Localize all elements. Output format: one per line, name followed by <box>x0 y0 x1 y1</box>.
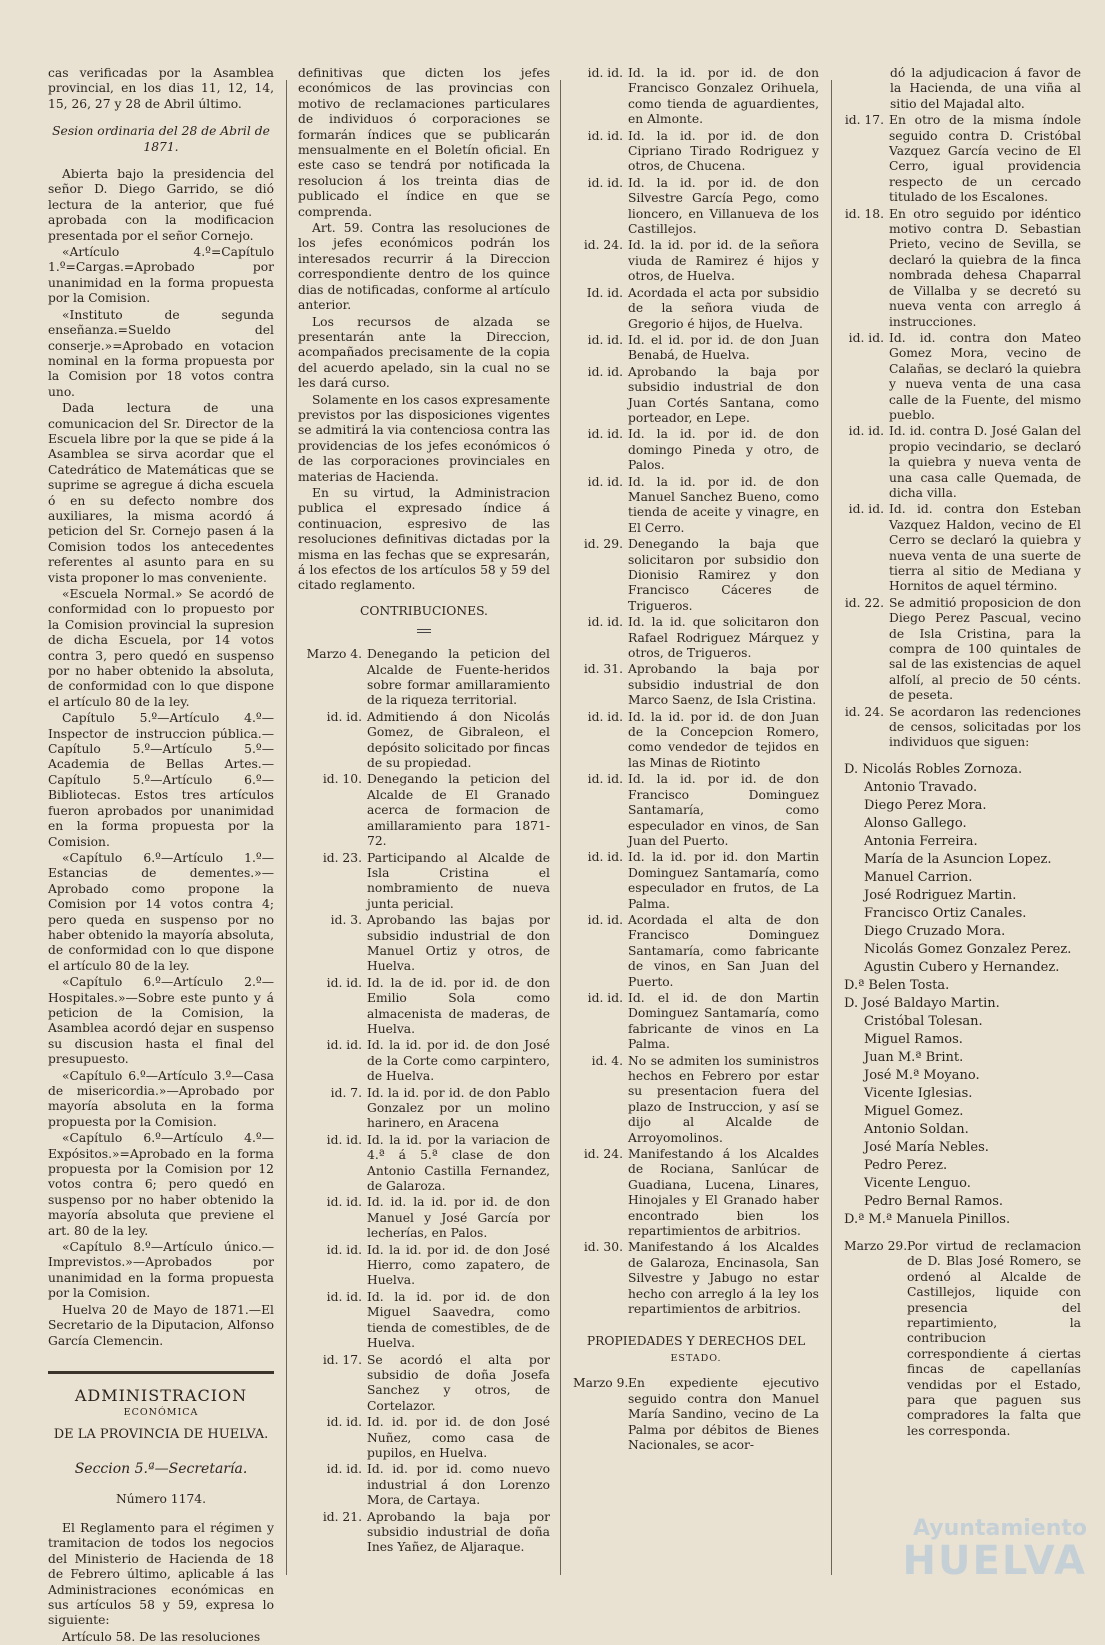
entry-text: Id. la id. por id. de don domingo Pineda y otro, de Palos. <box>628 427 819 473</box>
archive-watermark <box>817 1516 1087 1586</box>
paragraph: definitivas que dicten los jefes económicos de las provincias con motivo de reclamaciones particulares de individuos ó corporaciones se formarán índices que se publicarán mensualmente en el Boletín oficial. En este caso se tendrá por notificada la resolucion á los treinta dias de publicado el índice en que se comprenda. <box>298 66 550 219</box>
signature-paragraph: Huelva 20 de Mayo de 1871.—El Secretario de la Diputacion, Alfonso García Clemencin. <box>48 1302 274 1348</box>
contribuciones-list-continued <box>573 66 819 1318</box>
entry-date: id. 17. <box>322 1352 362 1367</box>
section-divider <box>48 1371 274 1374</box>
name-item: D. José Baldayo Martin. <box>844 995 1000 1011</box>
entry-date: id. id. <box>587 850 623 865</box>
entry-date: id. id. <box>587 474 623 489</box>
entry-date: id. 29. <box>583 537 623 552</box>
column-2 <box>298 66 550 1586</box>
entry-date: id. id. <box>848 330 884 345</box>
entry-date: id. 30. <box>583 1240 623 1255</box>
list-item <box>573 913 819 990</box>
entry-date: Id. id. <box>586 285 623 300</box>
entry-date: id. id. <box>587 364 623 379</box>
entry-text: En otro seguido por idéntico motivo contra D. Sebastian Prieto, vecino de Sevilla, se declaró la quiebra de la finca nombrada dehesa Chaparral de Villalba y se decretó su nueva venta con arreglo á instrucciones. <box>889 206 1081 329</box>
name-item: María de la Asuncion Lopez. <box>864 851 1052 867</box>
entry-date: id. id. <box>326 1462 362 1477</box>
propiedades-title: PROPIEDADES Y DERECHOS DEL <box>586 1333 806 1348</box>
entry-text: Id. la id. por id. de don José de la Corte como carpintero, de Huelva. <box>367 1038 550 1084</box>
list-item <box>844 424 1081 501</box>
entry-text: En expediente ejecutivo seguido contra don Manuel María Sandino, vecino de La Palma por débitos de Bienes Nacionales, se acor- <box>628 1376 819 1452</box>
list-item <box>573 475 819 537</box>
name-item: José María Nebles. <box>864 1139 989 1155</box>
list-item <box>298 913 550 975</box>
entry-text: Aprobando la baja por subsidio industrial de don Marco Saenz, de Isla Cristina. <box>628 662 819 708</box>
entry-text: Id. la de id. por id. de don Emilio Sola como almacenista de maderas, de Huelva. <box>367 975 550 1036</box>
entry-text: Id. la id. por id. de don Juan de la Concepcion Romero, como vendedor de tejidos en las Minas de Riotinto <box>628 709 819 770</box>
entry-text: Aprobando las bajas por subsidio industrial de don Manuel Ortiz y otros, de Huelva. <box>367 913 550 974</box>
entry-text: Id. el id. por id. de don Juan Benabá, de Huelva. <box>628 332 819 363</box>
list-item <box>573 850 819 912</box>
entry-date: id. id. <box>587 66 623 80</box>
paragraph: cas verificadas por la Asamblea provincial, en los dias 11, 12, 14, 15, 26, 27 y 28 de Abril último. <box>48 66 274 111</box>
entry-date: id. id. <box>587 615 623 630</box>
list-item <box>573 333 819 364</box>
entry-date: id. 24. <box>583 238 623 253</box>
propiedades-subtitle: ESTADO. <box>670 1352 722 1364</box>
entry-date: id. id. <box>587 990 623 1005</box>
list-item <box>298 1353 550 1415</box>
name-item: Diego Perez Mora. <box>864 797 987 813</box>
list-item <box>298 647 550 709</box>
name-item: Manuel Carrion. <box>864 869 973 885</box>
list-item <box>844 1239 1081 1439</box>
contribuciones-heading: CONTRIBUCIONES. <box>360 603 488 618</box>
entry-date: id. id. <box>587 912 623 927</box>
entry-text: Id. la id. que solicitaron don Rafael Rodriguez Márquez y otros, de Trigueros. <box>628 615 819 661</box>
entry-text: Denegando la baja que solicitaron por subsidio don Dionisio Ramirez y don Francisco Cáceres de Trigueros. <box>628 537 819 613</box>
entry-date: id. id. <box>326 1289 362 1304</box>
paragraph: «Escuela Normal.» Se acordó de conformidad con lo propuesto por la Comision provincial la supresion de dicha Escuela, por 14 votos contra 3, pero quedó en suspenso por no haber obtenido la absoluta, de conformidad con lo que dispone el artículo 80 de la ley. <box>48 587 274 709</box>
entry-date: id. 17. <box>844 113 884 128</box>
entry-text: Id. la id. por la variacion de 4.ª á 5.ª clase de don Antonio Castilla Fernandez, de Galaroza. <box>367 1132 550 1194</box>
entry-date: id. id. <box>587 332 623 347</box>
paragraph: Solamente en los casos expresamente previstos por las disposiciones vigentes se admitirá la via contenciosa contra las providencias de los jefes económicos ó de las corporaciones provinciales en materias de Hacienda. <box>298 392 550 484</box>
entry-text: Manifestando á los Alcaldes de Rociana, Sanlúcar de Guadiana, Lucena, Linares, Hinojales y El Granado haber encontrado bien los repartimientos de arbitrios. <box>628 1147 819 1239</box>
entry-text: Aprobando la baja por subsidio industrial de doña Ines Yañez, de Aljaraque. <box>367 1509 550 1555</box>
paragraph: Abierta bajo la presidencia del señor D. Diego Garrido, se dió lectura de la anterior, que fué aprobada con la modificacion presentada por el señor Cornejo. <box>48 167 274 243</box>
list-item <box>298 1038 550 1084</box>
entry-date: id. id. <box>587 128 623 143</box>
entry-text: Id. la id. por id. don Martin Dominguez Santamaría, como especulador en frutos, de La Palma. <box>628 850 819 911</box>
name-item: Alonso Gallego. <box>864 815 967 831</box>
entry-date: id. id. <box>326 1242 362 1257</box>
entry-date: id. 7. <box>330 1085 362 1100</box>
entry-text: Id. la id. por id. de don Silvestre García Pego, como lioncero, en Villanueva de los Castillejos. <box>628 175 819 237</box>
paragraph: Art. 59. Contra las resoluciones de los jefes económicos podrán los interesados recurrir á la Direccion correspondiente dentro de los quince dias de notificadas, conforme al artículo anterior. <box>298 221 550 313</box>
column-4 <box>844 66 1081 1586</box>
entry-date: id. 24. <box>844 704 884 719</box>
entry-text: Se admitió proposicion de don Diego Perez Pascual, vecino de Isla Cristina, para la compra de 100 quintales de sal de las existencias de aquel alfolí, al precio de 50 cénts. de peseta. <box>889 595 1081 703</box>
paragraph: «Capítulo 8.º—Artículo único.—Imprevistos.»—Aprobados por unanimidad en la forma propuesta por la Comision. <box>48 1240 274 1301</box>
list-item <box>298 976 550 1038</box>
entry-text: Id. la id. por id. de don Francisco Dominguez Santamaría, como especulador en vinos, de San Juan del Puerto. <box>628 772 819 848</box>
entry-date: id. id. <box>587 175 623 190</box>
entry-date: id. id. <box>587 709 623 724</box>
name-item: D.ª M.ª Manuela Pinillos. <box>844 1211 1011 1227</box>
entry-date: id. 10. <box>322 772 362 787</box>
list-item <box>573 537 819 614</box>
entry-date: id. 31. <box>583 662 623 677</box>
entry-date: id. id. <box>326 975 362 990</box>
paragraph: Capítulo 5.º—Artículo 4.º—Inspector de instruccion pública.—Capítulo 5.º—Artículo 5.º—Academia de Bellas Artes.—Capítulo 5.º—Artículo 6.º—Bibliotecas. Estos tres artículos fueron aprobados por unanimidad en la forma propuesta por la Comision. <box>48 711 274 849</box>
list-item <box>573 772 819 849</box>
entry-date: id. id. <box>587 772 623 787</box>
entry-text: Manifestando á los Alcaldes de Galaroza, Encinasola, San Silvestre y Jabugo no estar hecho con arreglo á la ley los repartimientos de arbitrios. <box>628 1240 819 1317</box>
list-item <box>573 238 819 284</box>
entry-text: Por virtud de reclamacion de D. Blas José Romero, se ordenó al Alcalde de Castillejos, liquide con presencia del repartimiento, la contribucion correspondiente á ciertas fincas de capellanías vendidas por el Estado, para que paguen sus compradores la falta que les corresponda. <box>907 1238 1081 1438</box>
entry-text: Id. el id. de don Martin Dominguez Santamaría, como fabricante de vinos en La Palma. <box>628 990 819 1052</box>
entry-date: id. 23. <box>322 850 362 865</box>
entry-date: id. 4. <box>591 1053 623 1068</box>
name-item: José M.ª Moyano. <box>864 1067 980 1083</box>
section-province: DE LA PROVINCIA DE HUELVA. <box>53 1426 269 1442</box>
list-item <box>298 1195 550 1241</box>
entry-text: Id. la id. por id. de don Pablo Gonzalez por un molino harinero, en Aracena <box>367 1085 550 1131</box>
paragraph: «Artículo 4.º=Capítulo 1.º=Cargas.=Aprobado por unanimidad en la forma propuesta por la Comision. <box>48 245 274 306</box>
list-item <box>573 1054 819 1146</box>
paragraph: «Capítulo 6.º—Artículo 3.º—Casa de misericordia.»—Aprobado por mayoría absoluta en la forma propuesta por la Comision. <box>48 1068 274 1129</box>
name-item: Francisco Ortiz Canales. <box>864 905 1027 921</box>
entry-text: Admitiendo á don Nicolás Gomez, de Gibraleon, el depósito solicitado por fincas de su propiedad. <box>367 709 550 771</box>
list-item <box>298 851 550 913</box>
name-item: Vicente Iglesias. <box>864 1085 973 1101</box>
paragraph: Dada lectura de una comunicacion del Sr. Director de la Escuela libre por la que se pide á la Asamblea se sirva acordar que el Catedrático de Matemáticas que se suprime se agregue á dicha escuela ó en su defecto nombre dos auxiliares, la misma acordó á peticion del Sr. Cornejo pasen á la Comision todos los antecedentes referentes al asunto para en su vista proponer lo mas conveniente. <box>48 401 274 585</box>
entry-text: Id. id. por id. de don José Nuñez, como casa de pupilos, en Huelva. <box>367 1415 550 1460</box>
entry-date: id. 22. <box>844 595 884 610</box>
list-item <box>298 1415 550 1461</box>
column-1 <box>48 66 274 1644</box>
paragraph: En su virtud, la Administracion publica el expresado índice á continuacion, espresivo de las resoluciones definitivas dictadas por la misma en las fechas que se expresarán, á los efectos de los artículos 58 y 59 del citado reglamento. <box>298 485 550 593</box>
list-item <box>844 331 1081 423</box>
entry-text: Acordada el acta por subsidio de la señora viuda de Gregorio é hijos, de Huelva. <box>628 285 819 331</box>
name-item: D. Nicolás Robles Zornoza. <box>844 761 1023 777</box>
column-3 <box>573 66 819 1586</box>
entry-text: No se admiten los suministros hechos en Febrero por estar su presentacion fuera del plazo de Instruccion, y así se dijo al Alcalde de Arroyomolinos. <box>628 1053 819 1145</box>
entry-text: Id. id. contra don Mateo Gomez Mora, vecino de Calañas, se declaró la quiebra y nueva venta de una casa calle de la Fuente, del mismo pueblo. <box>889 330 1081 422</box>
entry-text: Id. id. por id. como nuevo industrial á don Lorenzo Mora, de Cartaya. <box>367 1462 550 1508</box>
entry-text: Se acordaron las redenciones de censos, solicitadas por los individuos que siguen: <box>889 704 1081 750</box>
name-item: Juan M.ª Brint. <box>864 1049 964 1065</box>
paragraph: «Instituto de segunda enseñanza.=Sueldo del conserje.»=Aprobado en votacion nominal en la forma propuesta por la Comision por 18 votos contra uno. <box>48 307 274 399</box>
entry-text: Id. la id. por id. de don Miguel Saavedra, como tienda de comestibles, de de Huelva. <box>367 1289 550 1351</box>
paragraph: «Capítulo 6.º—Artículo 1.º—Estancias de dementes.»—Aprobado como propone la Comision por 14 votos contra 4; pero queda en suspenso por no haber obtenido la mayoría absoluta, de conformidad con lo que dispone el artículo 80 de la ley. <box>48 850 274 973</box>
list-item <box>844 502 1081 594</box>
list-item <box>844 705 1081 751</box>
list-item <box>573 662 819 708</box>
name-item: Miguel Ramos. <box>864 1031 963 1047</box>
entry-date: id. id. <box>326 1038 362 1053</box>
entry-date: id. 18. <box>844 206 884 221</box>
paragraph: Los recursos de alzada se presentarán ante la Direccion, acompañados precisamente de la copia del acuerdo apelado, sin la cual no se les dará curso. <box>298 314 550 391</box>
list-item <box>573 427 819 473</box>
entry-text: Participando al Alcalde de Isla Cristina el nombramiento de nueva junta pericial. <box>367 850 550 911</box>
list-item <box>298 1510 550 1556</box>
entry-text: Se acordó el alta por subsidio de doña Josefa Sanchez y otros, de Cortelazor. <box>367 1352 550 1413</box>
entry-text: En otro de la misma índole seguido contra D. Cristóbal Vazquez García vecino de El Cerro, igual providencia respecto de un cercado titulado de los Escalones. <box>889 113 1081 205</box>
entry-date: id. 3. <box>330 913 362 928</box>
name-item: Vicente Lenguo. <box>864 1175 971 1191</box>
list-item <box>573 991 819 1053</box>
entry-text: Denegando la peticion del Alcalde de El Granado acerca de formacion de amillaramiento para 1871-72. <box>367 772 550 849</box>
list-item <box>573 1376 819 1453</box>
propiedades-heading <box>573 1334 819 1367</box>
entry-date: Marzo 4. <box>306 647 362 662</box>
entry-date: id. id. <box>326 709 362 724</box>
list-item <box>573 286 819 332</box>
watermark-line-2: HUELVA <box>902 1538 1087 1584</box>
entry-text: Id. la id. por id. de don Cipriano Tirado Rodriguez y otros, de Chucena. <box>628 128 819 174</box>
entry-text: Id. id. contra don Esteban Vazquez Haldon, vecino de El Cerro se declaró la quiebra y nueva venta de una suerte de tierra al sitio de Mediana y Hornitos de aquel término. <box>889 502 1081 594</box>
entry-date: id. id. <box>848 424 884 439</box>
list-item <box>298 1243 550 1289</box>
entry-date: id. id. <box>587 427 623 442</box>
entry-date: Marzo 9. <box>573 1376 629 1391</box>
paragraph: «Capítulo 6.º—Artículo 4.º—Expósitos.»=Aprobado en la forma propuesta por la Comision por 12 votos contra 6; pero quedó en suspenso por no haber obtenido la mayoría absoluta que previene el art. 80 de la ley. <box>48 1131 274 1238</box>
list-item <box>573 176 819 238</box>
name-item: Pedro Perez. <box>864 1157 948 1173</box>
list-item <box>573 615 819 661</box>
entry-date: id. 21. <box>322 1509 362 1524</box>
list-item <box>573 1147 819 1239</box>
name-item: Agustin Cubero y Hernandez. <box>864 959 1060 975</box>
entry-date: id. id. <box>848 502 884 517</box>
paragraph: El Reglamento para el régimen y tramitacion de todos los negocios del Ministerio de Hacienda de 18 de Febrero último, aplicable á las Administraciones económicas en sus artículos 58 y 59, expresa lo siguiente: <box>48 1520 274 1628</box>
contribuciones-list <box>298 647 550 1556</box>
name-item: Antonio Travado. <box>864 779 978 795</box>
entry-date: Marzo 29. <box>844 1238 908 1253</box>
name-item: Cristóbal Tolesan. <box>864 1013 983 1029</box>
section-secretaria: Seccion 5.ª—Secretaría. <box>74 1461 248 1478</box>
name-item: Diego Cruzado Mora. <box>864 923 1006 939</box>
continued-text: dó la adjudicacion á favor de la Hacienda, de una viña al sitio del Majadal alto. <box>890 66 1081 111</box>
propiedades-list <box>844 113 1081 751</box>
entry-text: Id. la id. por id. de don Francisco Gonzalez Orihuela, como tienda de aguardientes, en Almonte. <box>628 66 819 127</box>
entry-date: id. 24. <box>583 1147 623 1162</box>
entry-text: Id. la id. por id. de la señora viuda de Ramirez é hijos y otros, de Huelva. <box>628 238 819 284</box>
entry-date: id. id. <box>326 1195 362 1210</box>
list-item <box>573 365 819 427</box>
list-item <box>298 1462 550 1508</box>
entry-text: Id. la id. por id. de don Manuel Sanchez Bueno, como tienda de aceite y vinagre, en El Cerro. <box>628 474 819 535</box>
name-item: Antonia Ferreira. <box>864 833 978 849</box>
list-item <box>573 1240 819 1317</box>
entry-text: Id. la id. por id. de don José Hierro, como zapatero, de Huelva. <box>367 1242 550 1288</box>
name-item: D.ª Belen Tosta. <box>844 977 950 993</box>
names-list <box>844 761 1081 1229</box>
list-item <box>298 772 550 849</box>
document-number: Número 1174. <box>115 1491 206 1506</box>
double-rule <box>417 629 431 633</box>
entry-text: Id. id. la id. por id. de don Manuel y José García por lecherías, en Palos. <box>367 1195 550 1241</box>
section-subtitle: ECONÓMICA <box>123 1407 199 1419</box>
section-title: ADMINISTRACION <box>74 1385 248 1405</box>
name-item: Miguel Gomez. <box>864 1103 964 1119</box>
list-item <box>298 1086 550 1132</box>
name-item: José Rodriguez Martin. <box>864 887 1017 903</box>
list-item <box>573 129 819 175</box>
list-item <box>298 1290 550 1352</box>
list-item <box>844 113 1081 205</box>
list-item <box>573 66 819 128</box>
name-item: Pedro Bernal Ramos. <box>864 1193 1004 1209</box>
paragraph: Artículo 58. De las resoluciones <box>62 1629 261 1644</box>
list-item <box>298 1133 550 1195</box>
name-item: Antonio Soldan. <box>864 1121 969 1137</box>
entry-date: id. id. <box>326 1132 362 1147</box>
paragraph: «Capítulo 6.º—Artículo 2.º—Hospitales.»—Sobre este punto y á peticion de la Comision, la Asamblea acordó dejar en suspenso su discusion hasta el final del presupuesto. <box>48 975 274 1067</box>
watermark-line-1: Ayuntamiento <box>913 1516 1087 1541</box>
entry-date: id. id. <box>326 1415 362 1430</box>
entry-text: Acordada el alta de don Francisco Dominguez Santamaría, como fabricante de vinos, en San Juan del Puerto. <box>628 912 819 989</box>
list-item <box>844 207 1081 330</box>
entry-text: Aprobando la baja por subsidio industrial de don Juan Cortés Santana, como porteador, en Lepe. <box>628 364 819 425</box>
session-heading: Sesion ordinaria del 28 de Abril de 1871. <box>52 124 270 154</box>
name-item: Nicolás Gomez Gonzalez Perez. <box>864 941 1072 957</box>
entry-text: Denegando la peticion del Alcalde de Fuente-heridos sobre formar amillaramiento de la riqueza territorial. <box>367 647 550 708</box>
list-item <box>844 596 1081 704</box>
list-item <box>298 710 550 772</box>
list-item <box>573 710 819 772</box>
entry-text: Id. id. contra D. José Galan del propio vecindario, se declaró la quiebra y nueva venta de una casa calle Quemada, de dicha villa. <box>889 424 1081 500</box>
